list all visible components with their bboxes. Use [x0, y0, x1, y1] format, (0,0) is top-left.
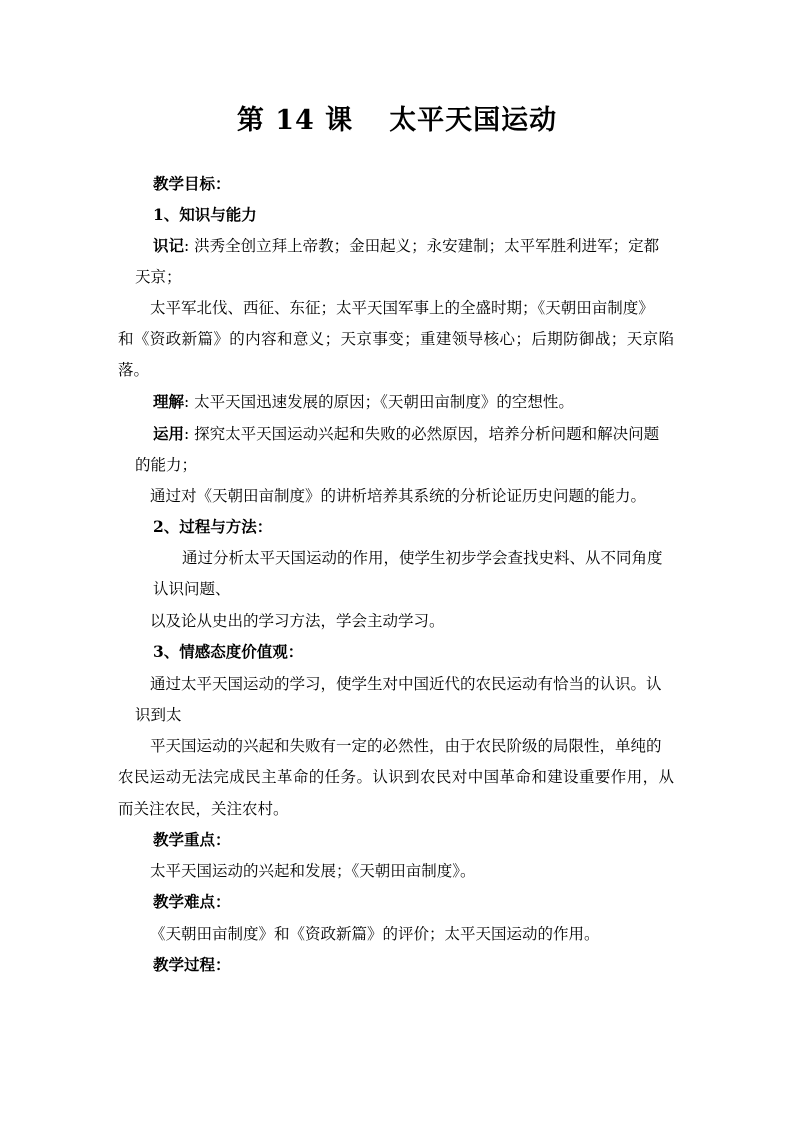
section-3-line-2: 识到太	[135, 706, 182, 724]
lesson-title	[0, 98, 794, 137]
section-2-line-2: 认识问题、	[153, 580, 231, 598]
jiyi-continuation: 天京；	[135, 268, 182, 286]
key-points-heading: 教学重点：	[153, 830, 231, 849]
paragraph-5: 通过对《天朝田亩制度》的讲析培养其系统的分析论证历史问题的能力。	[150, 487, 647, 505]
paragraph-2-line-3: 落。	[118, 361, 150, 379]
section-3-line-4: 农民运动无法完成民主革命的任务。认识到农民对中国革命和建设重要作用，从	[118, 768, 674, 786]
section-2-heading: 2、过程与方法：	[153, 517, 273, 536]
objectives-heading: 教学目标：	[153, 174, 231, 193]
yunyong-text: : 探究太平天国运动兴起和失败的必然原因，培养分析问题和解决问题	[184, 425, 660, 443]
section-2-line-3: 以及论从史出的学习方法，学会主动学习。	[150, 612, 445, 630]
yunyong-label: 运用	[153, 424, 185, 443]
yunyong-paragraph	[153, 424, 659, 444]
jiyi-label: 识记	[153, 236, 185, 255]
jiyi-text: : 洪秀全创立拜上帝教；金田起义；永安建制；太平军胜利进军；定都	[184, 237, 660, 255]
section-3-heading: 3、情感态度价值观：	[153, 642, 304, 661]
lesson-topic: 太平天国运动	[389, 105, 558, 136]
section-3-line-1: 通过太平天国运动的学习，使学生对中国近代的农民运动有恰当的认识。认	[150, 675, 662, 693]
section-3-line-3: 平天国运动的兴起和失败有一定的必然性，由于农民阶级的局限性，单纯的	[150, 737, 662, 755]
difficult-points-heading: 教学难点：	[153, 892, 231, 911]
paragraph-2-line-2: 和《资政新篇》的内容和意义；天京事变；重建领导核心；后期防御战；天京陷	[118, 330, 674, 348]
yunyong-continuation: 的能力；	[135, 456, 198, 474]
key-points-text: 太平天国运动的兴起和发展；《天朝田亩制度》。	[150, 862, 476, 880]
paragraph-2-line-1: 太平军北伐、西征、东征；太平天国军事上的全盛时期；《天朝田亩制度》	[150, 299, 654, 317]
section-3-line-5: 而关注农民，关注农村。	[118, 800, 289, 818]
section-1-heading: 1、知识与能力	[153, 205, 257, 224]
jiyi-paragraph	[153, 236, 659, 256]
difficult-points-text: 《天朝田亩制度》和《资政新篇》的评价；太平天国运动的作用。	[150, 925, 600, 943]
lesson-number: 第 14 课	[236, 105, 354, 136]
lijie-text: : 太平天国迅速发展的原因；《天朝田亩制度》的空想性。	[184, 393, 574, 411]
process-heading: 教学过程：	[153, 955, 231, 974]
lijie-label: 理解	[153, 392, 185, 411]
lijie-paragraph	[153, 392, 574, 412]
section-2-line-1: 通过分析太平天国运动的作用，使学生初步学会查找史料、从不同角度	[182, 549, 663, 567]
